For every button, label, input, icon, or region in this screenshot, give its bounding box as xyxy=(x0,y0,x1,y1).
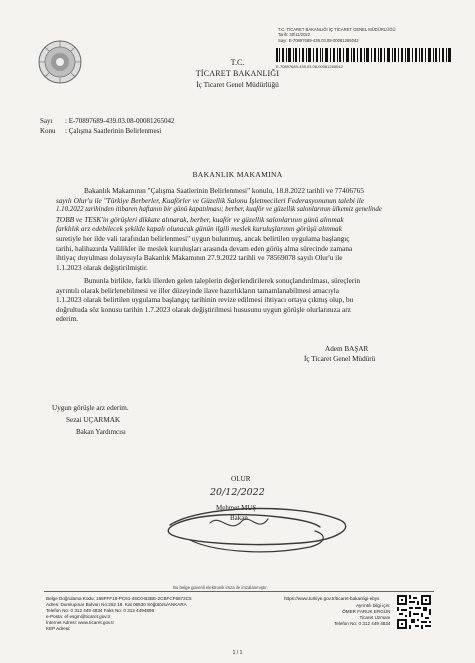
konu-value: : Çalışma Saatlerinin Belirlenmesi xyxy=(65,127,162,135)
sayi-value: : E-70897689-439.03.08-00081265042 xyxy=(65,117,175,125)
paragraph-line: tarihi, halihazırda Valilikler ile meslek kuruluşları arasında devam eden görüş alma sürecinde zamana xyxy=(56,243,353,253)
footer-contact-phone: Telefon No: 0 312 449 4834 xyxy=(334,620,391,626)
olur-name: Mehmet MUŞ xyxy=(216,504,257,512)
approval-title: Bakan Yardımcısı xyxy=(76,428,126,436)
body-paragraph-2 xyxy=(56,276,428,324)
page-number: 1 / 1 xyxy=(232,650,243,656)
paragraph-line: sayılı Olur'u ile "Türkiye Berberler, Kuaförler ve Güzellik Salonu İşletmecileri Federasyonunun talebi ile xyxy=(56,195,364,205)
footer-verify-link[interactable]: https://www.turkiye.gov.tr/ticaret-bakanligi-ebys xyxy=(284,596,380,601)
olur-handwritten-date: 20/12/2022 xyxy=(210,487,265,498)
paragraph-line: doğrultuda söz konusu tarihin 1.7.2023 olarak değiştirilmesi hususunu uygun görüşle olurlarınıza arz xyxy=(56,304,351,314)
addressee: BAKANLIK MAKAMINA xyxy=(192,170,283,179)
footer-email: e-Posta: ef.esgm@ticaret.gov.tr xyxy=(46,613,111,619)
paragraph-line: ayrıntılı olarak belirlenebilmesi ve iller düzeyinde ilave hazırlıkların tamamlanabilmesi amacıyla xyxy=(56,285,340,295)
approval-name: Sezai UÇARMAK xyxy=(66,416,121,424)
body-paragraph-1 xyxy=(56,186,428,272)
footer-right-block xyxy=(334,603,390,627)
paragraph-line: Bakanlık Makamının "Çalışma Saatlerinin Belirlenmesi" konulu, 18.8.2022 tarihli ve 77406765 xyxy=(84,186,364,195)
approval-note: Uygun görüşle arz ederim. xyxy=(52,404,129,412)
footer-contact-label: Ayrıntılı bilgi için: xyxy=(356,603,391,608)
footer-contact-title: Ticaret Uzmanı xyxy=(359,614,391,620)
handwritten-signature xyxy=(150,495,360,575)
header-tc: T.C. xyxy=(230,58,245,67)
paragraph-line: 1.1.2023 olarak değiştirilmiştir. xyxy=(56,262,148,272)
paragraph-line: suretiyle her ilde vali tarafından belirlenmesi" uygun bulunmuş, ancak belirtilen uygulama başlangıç xyxy=(56,233,350,243)
footer-address: Adres: Dumlupınar Bulvarı No:252 18. Kat 06530 Söğütözü/ANKARA xyxy=(46,601,187,607)
qr-code xyxy=(397,595,431,629)
header-metadata xyxy=(278,27,396,43)
paragraph-line: ihtiyaç duyulması dolayısıyla Bakanlık Makamının 27.9.2022 tarihli ve 78569078 sayılı Olur'u ile xyxy=(56,253,343,263)
footer-divider xyxy=(44,591,434,592)
footer-left-block xyxy=(46,596,192,631)
paragraph-line: ederim. xyxy=(56,314,79,324)
signer-name: Adem BAŞAR xyxy=(325,345,369,353)
paragraph-line: 1.1.2023 olarak belirtilen uygulama başlangıç tarihinin revize edilmesi ihtiyacı ortaya çıkmış olup, bu xyxy=(56,295,354,305)
konu-label: Konu xyxy=(40,127,56,135)
header-ministry: TİCARET BAKANLIĞI xyxy=(195,69,280,78)
header-meta-line: T.C. TİCARET BAKANLIĞI İÇ TİCARET GENEL MÜDÜRLÜĞÜ xyxy=(278,27,396,32)
header-meta-line: Sayı: E-70897689-439.03.08-00081265042 xyxy=(278,37,359,43)
paragraph-line: farklılık arz edebilecek şekilde kapalı olunacak günün ilgili meslek kuruluşlarının görüşü alınmak xyxy=(56,224,342,234)
footer-verification-code: Belge Doğrulama Kodu: 168FFF18-PC91-45C0-B2BE-2CBFCF6672C5 xyxy=(46,596,192,601)
header-directorate: İç Ticaret Genel Müdürlüğü xyxy=(196,80,279,89)
barcode-number: E-70897689-439.03.08-00081265042 xyxy=(276,64,343,69)
paragraph-line: Bununla birlikte, farklı illerden gelen taleplerin değerlendirilerek sonuçlandırılması, süreçlerin xyxy=(84,276,360,285)
sayi-label: Sayı xyxy=(40,117,53,125)
footer-website: İnternet Adresi: www.ticaret.gov.tr xyxy=(46,619,115,625)
olur-title: Bakan xyxy=(230,514,248,522)
header-meta-line: Tarih: 30/11/2022 xyxy=(278,32,311,38)
signer-title: İç Ticaret Genel Müdürü xyxy=(304,355,376,363)
paragraph-line: 1.10.2022 tarihinden itibaren haftanın bir günü kapatılması; berber, kuaför ve güzellik salonlarının ülkemiz genelinde xyxy=(56,206,382,214)
olur-label: OLUR xyxy=(231,475,251,483)
esign-note: Bu belge güvenli elektronik imza ile imzalanmıştır. xyxy=(173,585,268,590)
paragraph-line: TOBB ve TESK'in görüşleri dikkate alınarak, berber, kuaför ve güzellik salonlarının günü alınmak xyxy=(56,214,344,224)
footer-phone: Telefon No: 0 312 449 4834 Faks No: 0 312 4494898 xyxy=(46,607,155,613)
footer-contact-name: ÖMER FARUK ERGÜN xyxy=(342,608,391,614)
footer-kep: KEP Adresi: xyxy=(46,625,71,631)
